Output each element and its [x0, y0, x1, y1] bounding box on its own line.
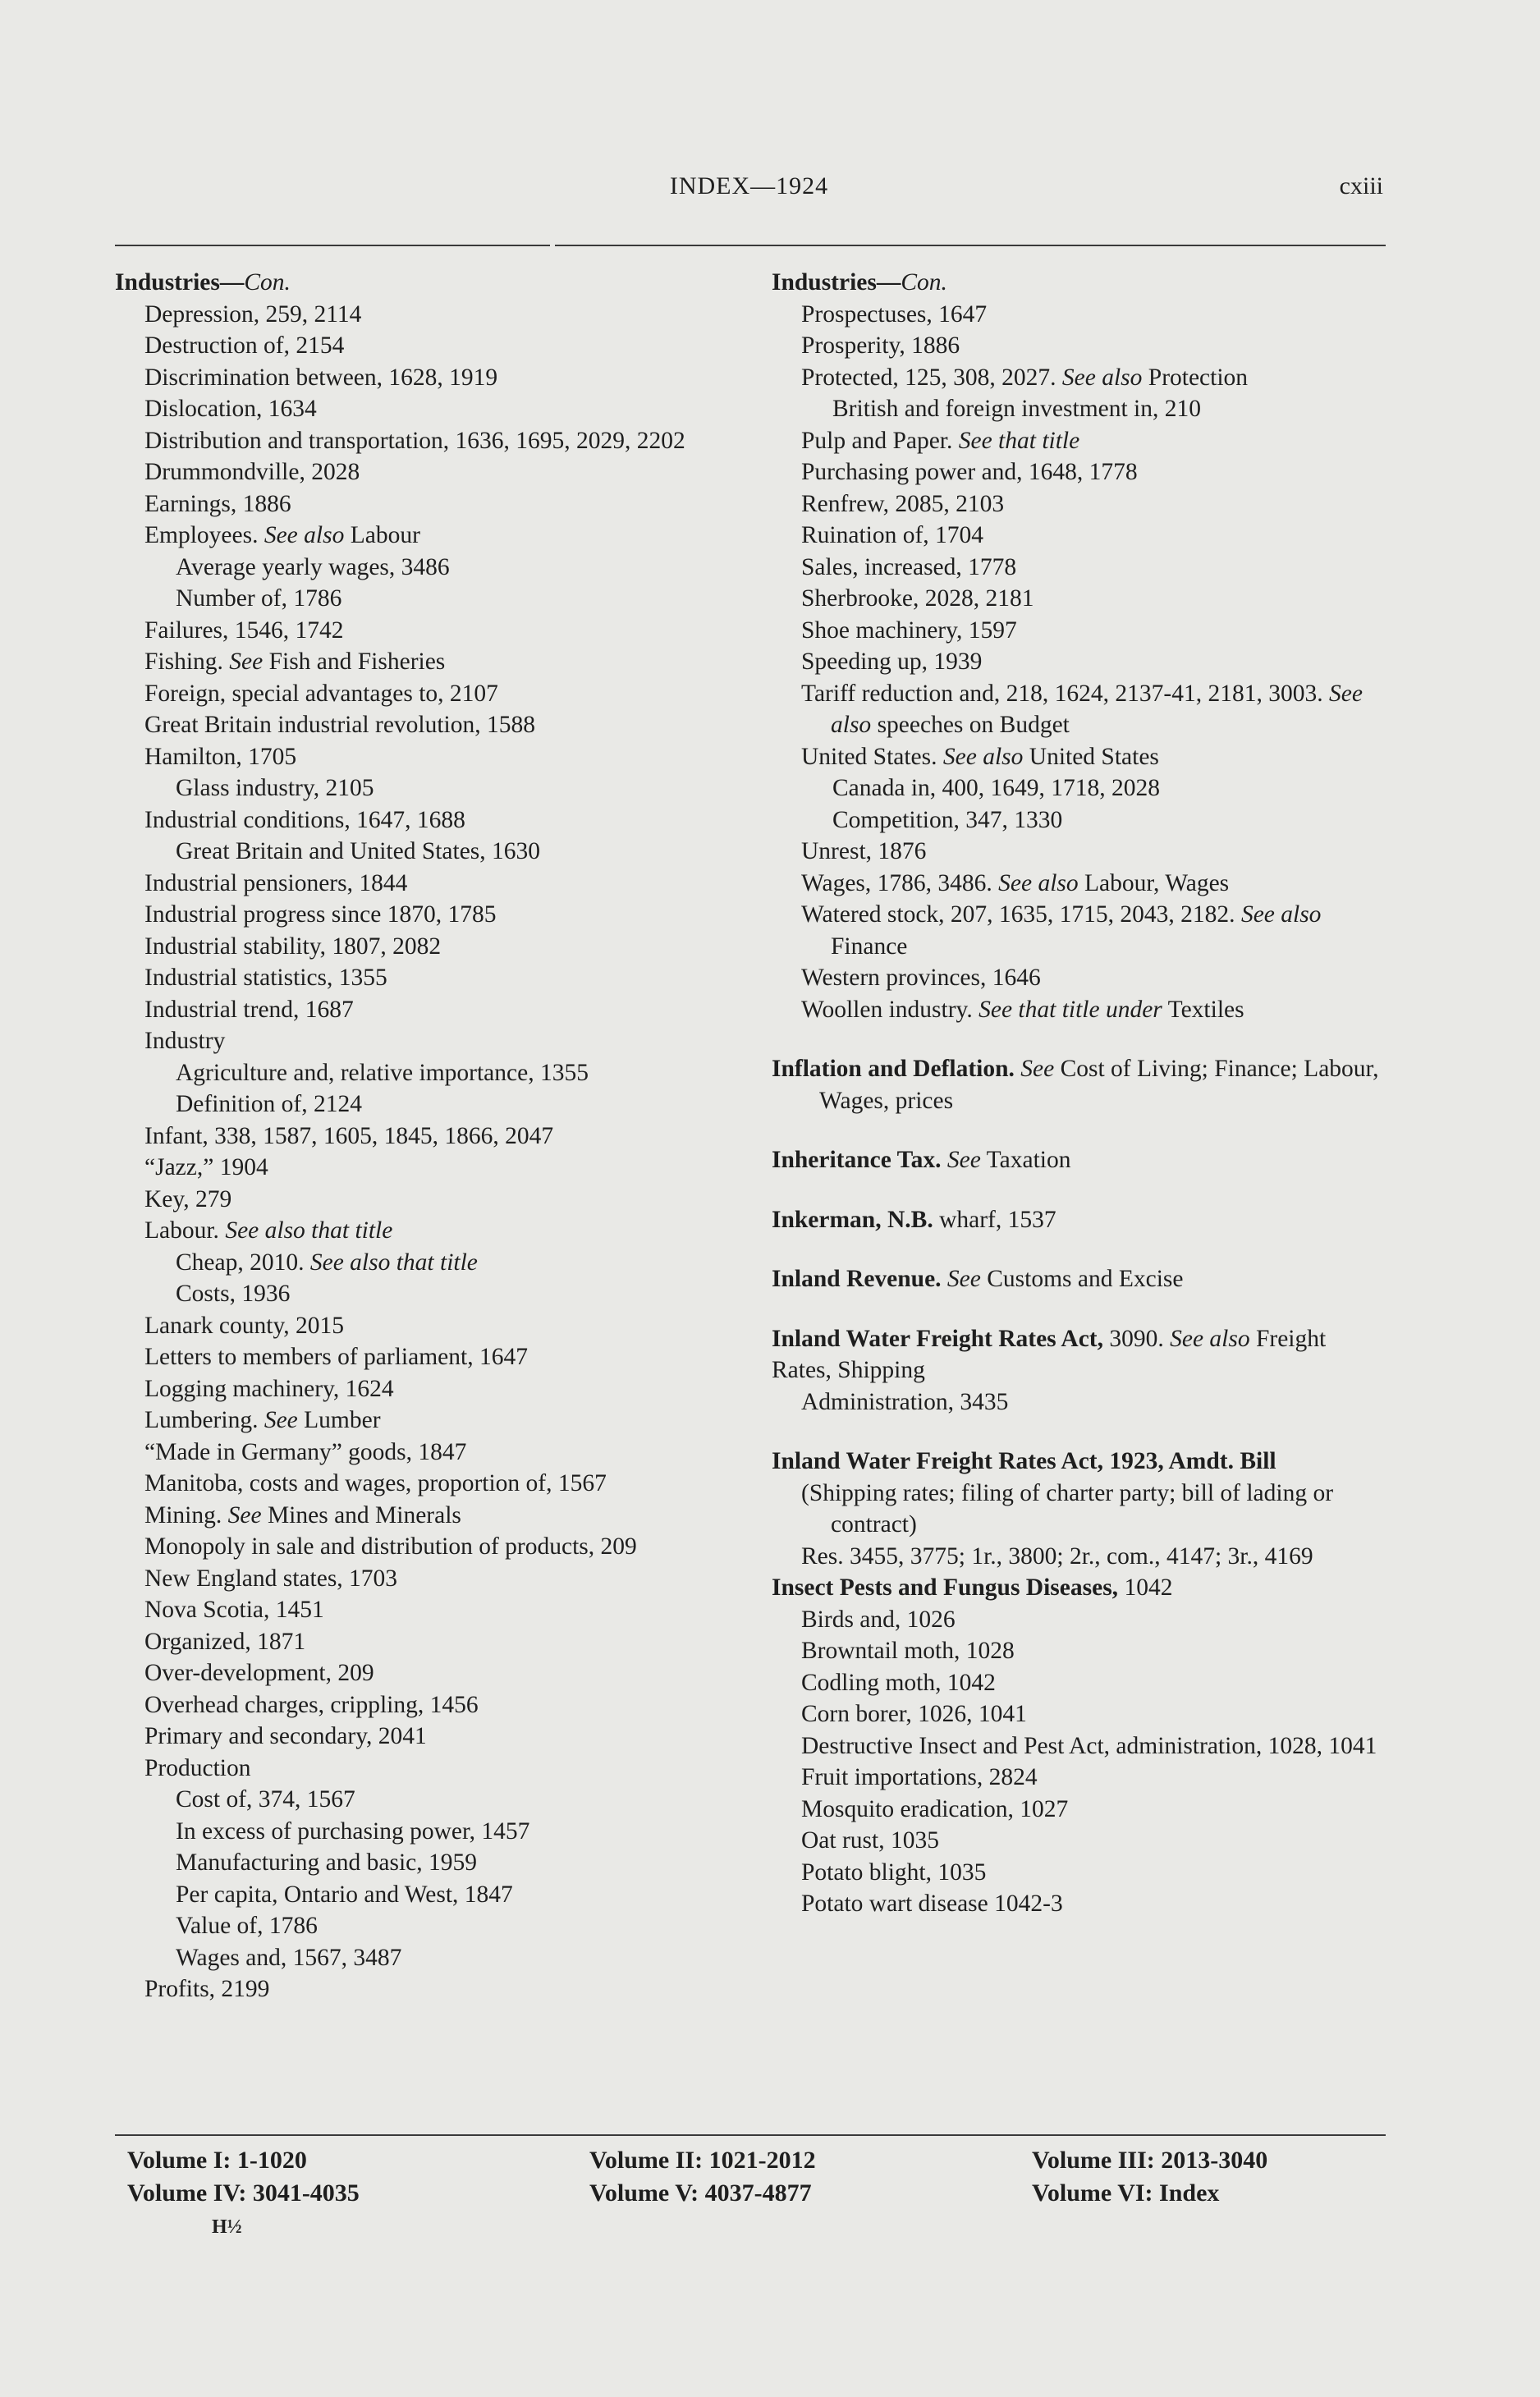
entry-text: Average yearly wages, 3486 — [176, 553, 450, 580]
index-entry — [772, 646, 1387, 678]
index-entry — [115, 931, 739, 963]
index-entry — [115, 1563, 739, 1595]
entry-text: Definition of, 2124 — [176, 1091, 362, 1117]
index-entry — [772, 804, 1387, 836]
entry-text: Corn borer, 1026, 1041 — [801, 1701, 1027, 1727]
entry-text: Production — [144, 1754, 251, 1781]
page-number: cxiii — [1339, 172, 1383, 199]
entry-text: See — [264, 1407, 298, 1433]
entry-text: Dislocation, 1634 — [144, 396, 317, 422]
entry-text: Key, 279 — [144, 1185, 232, 1212]
index-entry — [772, 1857, 1387, 1889]
index-entry — [772, 772, 1387, 804]
index-entry — [772, 456, 1387, 488]
index-entry — [115, 962, 739, 994]
index-entry — [115, 1910, 739, 1942]
index-heading — [772, 1263, 1387, 1295]
index-heading — [772, 1323, 1387, 1386]
index-entry — [115, 1215, 739, 1247]
index-entry — [115, 836, 739, 868]
entry-text: Labour, Wages — [1078, 869, 1230, 896]
entry-text: Protected, 125, 308, 2027. — [801, 364, 1062, 391]
entry-text: See also — [1061, 364, 1143, 391]
index-entry — [772, 1762, 1387, 1794]
entry-text: Industrial stability, 1807, 2082 — [144, 933, 442, 960]
entry-text: 3090. — [1102, 1325, 1171, 1352]
entry-text: Employees. — [144, 522, 264, 548]
entry-text: Renfrew, 2085, 2103 — [801, 490, 1005, 517]
index-entry — [772, 362, 1387, 394]
index-entry — [772, 583, 1387, 615]
entry-text: Letters to members of parliament, 1647 — [144, 1344, 528, 1370]
index-entry — [115, 1089, 739, 1121]
entry-text: Ruination of, 1704 — [801, 522, 984, 548]
entry-text: Unrest, 1876 — [801, 838, 927, 864]
index-entry — [115, 520, 739, 552]
entry-text: Industries — [115, 269, 220, 296]
index-entry — [115, 583, 739, 615]
index-entry — [115, 1468, 739, 1500]
volume-range: Volume VI: Index — [1032, 2179, 1220, 2207]
entry-text: Number of, 1786 — [176, 585, 342, 612]
index-entry — [772, 1604, 1387, 1636]
entry-text: Industries — [772, 269, 877, 296]
index-entry — [772, 615, 1387, 647]
entry-text: Lumbering. — [144, 1407, 264, 1433]
entry-text: See — [946, 1147, 981, 1173]
entry-text: Tariff reduction and, 218, 1624, 2137-41, 2181, 3003. — [801, 680, 1330, 707]
index-entry — [115, 552, 739, 584]
index-entry — [115, 804, 739, 836]
entry-text: See also — [831, 680, 1363, 738]
entry-text: Cost of Living; Finance; Labour, Wages, prices — [819, 1056, 1379, 1114]
index-entry — [115, 456, 739, 488]
entry-text: Labour — [344, 522, 420, 548]
index-entry — [772, 836, 1387, 868]
entry-text: Cost of, 374, 1567 — [176, 1786, 355, 1813]
index-entry — [772, 393, 1387, 425]
index-entry — [772, 1635, 1387, 1667]
entry-text: Foreign, special advantages to, 2107 — [144, 680, 498, 707]
index-entry — [772, 1698, 1387, 1730]
index-heading — [772, 1446, 1387, 1478]
entry-text: See also — [998, 869, 1079, 896]
index-heading — [772, 1053, 1387, 1116]
index-entry — [772, 1667, 1387, 1699]
entry-text: See — [229, 649, 264, 675]
entry-text: Fish and Fisheries — [263, 649, 446, 675]
entry-text: Primary and secondary, 2041 — [144, 1723, 427, 1749]
volume-range: Volume V: 4037-4877 — [589, 2179, 812, 2207]
index-entry — [772, 1730, 1387, 1762]
index-entry — [115, 1310, 739, 1342]
index-entry — [115, 1247, 739, 1279]
index-entry — [772, 552, 1387, 584]
top-rule-left — [115, 245, 550, 246]
index-entry — [772, 488, 1387, 520]
index-entry — [115, 1753, 739, 1785]
entry-text: Industrial trend, 1687 — [144, 996, 354, 1023]
entry-text: Over-development, 209 — [144, 1660, 374, 1686]
entry-text: United States. — [801, 743, 943, 770]
entry-text: Con. — [244, 269, 291, 296]
index-entry — [772, 962, 1387, 994]
index-entry — [115, 1184, 739, 1216]
index-entry — [115, 1657, 739, 1689]
entry-text: Prospectuses, 1647 — [801, 300, 988, 328]
entry-text: Customs and Excise — [980, 1266, 1184, 1292]
entry-text: Inland Water Freight Rates Act, — [772, 1325, 1103, 1352]
entry-text: Destruction of, 2154 — [144, 332, 345, 359]
entry-text: Monopoly in sale and distribution of products, 209 — [144, 1533, 637, 1560]
index-entry — [115, 1500, 739, 1532]
index-entry — [772, 299, 1387, 331]
entry-text: Shoe machinery, 1597 — [801, 616, 1017, 644]
entry-text: Western provinces, 1646 — [801, 965, 1041, 991]
entry-text: British and foreign investment in, 210 — [832, 396, 1201, 422]
index-entry — [772, 1386, 1387, 1418]
top-rule-right — [555, 245, 1386, 246]
entry-text: Drummondville, 2028 — [144, 459, 360, 485]
entry-text: wharf, 1537 — [933, 1206, 1056, 1233]
entry-text: (Shipping rates; filing of charter party; bill of lading or contract) — [801, 1479, 1334, 1538]
index-entry — [115, 1721, 739, 1753]
entry-text: Woollen industry. — [801, 996, 979, 1023]
entry-text: 1042 — [1118, 1574, 1173, 1601]
entry-text: See also — [1240, 901, 1322, 928]
entry-text: Profits, 2199 — [144, 1976, 270, 2002]
index-entry — [115, 1626, 739, 1658]
index-heading — [772, 1204, 1387, 1236]
index-entry — [115, 1689, 739, 1721]
entry-text: Mosquito eradication, 1027 — [801, 1795, 1069, 1822]
entry-text: Industrial statistics, 1355 — [144, 965, 387, 991]
entry-text: Glass industry, 2105 — [176, 775, 374, 801]
entry-text: Industrial conditions, 1647, 1688 — [144, 806, 465, 833]
entry-text: Potato blight, 1035 — [801, 1858, 987, 1886]
index-entry — [772, 330, 1387, 362]
entry-text: Fishing. — [144, 649, 230, 675]
entry-text: Textiles — [1162, 996, 1244, 1023]
volume-range: Volume II: 1021-2012 — [589, 2147, 816, 2174]
index-column-right — [772, 267, 1387, 1920]
entry-text: Industrial progress since 1870, 1785 — [144, 901, 497, 928]
index-entry — [115, 868, 739, 900]
entry-text: Purchasing power and, 1648, 1778 — [801, 459, 1138, 485]
entry-text: Industry — [144, 1028, 226, 1054]
entry-text: Overhead charges, crippling, 1456 — [144, 1691, 479, 1718]
entry-text: Per capita, Ontario and West, 1847 — [176, 1881, 513, 1908]
index-entry — [115, 615, 739, 647]
entry-text: New England states, 1703 — [144, 1565, 398, 1592]
entry-text: Administration, 3435 — [801, 1388, 1009, 1415]
index-entry — [772, 1478, 1387, 1541]
entry-text: See that title under — [979, 996, 1162, 1023]
entry-text: Sales, increased, 1778 — [801, 553, 1017, 580]
entry-text: Finance — [831, 933, 908, 960]
entry-text: Wages, 1786, 3486. — [801, 869, 999, 896]
entry-text: Birds and, 1026 — [801, 1606, 956, 1633]
index-entry — [115, 1025, 739, 1057]
entry-text: See that title — [958, 427, 1080, 454]
index-entry — [115, 1405, 739, 1437]
entry-text: Codling moth, 1042 — [801, 1669, 996, 1696]
index-entry — [115, 393, 739, 425]
entry-text: Canada in, 400, 1649, 1718, 2028 — [832, 775, 1161, 801]
entry-text: Earnings, 1886 — [144, 490, 291, 517]
index-heading — [772, 1144, 1387, 1176]
index-entry — [115, 1373, 739, 1405]
index-entry — [115, 1152, 739, 1184]
entry-text: Inland Water Freight Rates Act, 1923, Amdt. Bill — [772, 1448, 1276, 1474]
index-entry — [772, 1794, 1387, 1826]
entry-text: In excess of purchasing power, 1457 — [176, 1817, 530, 1845]
index-entry — [115, 299, 739, 331]
index-entry — [115, 1847, 739, 1879]
entry-text: Sherbrooke, 2028, 2181 — [801, 585, 1034, 612]
index-entry — [115, 1594, 739, 1626]
page-title: INDEX—1924 — [669, 172, 829, 199]
index-entry — [772, 994, 1387, 1026]
entry-text: Industrial pensioners, 1844 — [144, 869, 408, 896]
entry-text: Agriculture and, relative importance, 1355 — [176, 1059, 589, 1086]
entry-text: United States — [1023, 743, 1159, 770]
entry-text: See — [227, 1501, 262, 1528]
index-heading — [772, 267, 1387, 299]
index-entry — [115, 646, 739, 678]
entry-text: “Made in Germany” goods, 1847 — [144, 1438, 467, 1465]
index-entry — [115, 330, 739, 362]
entry-text: Distribution and transportation, 1636, 1695, 2029, 2202 — [144, 427, 685, 454]
index-entry — [115, 1437, 739, 1469]
entry-text — [942, 1147, 947, 1173]
entry-text: See also that title — [225, 1217, 393, 1244]
entry-text: Discrimination between, 1628, 1919 — [144, 364, 498, 391]
index-entry — [772, 1541, 1387, 1573]
index-entry — [115, 425, 739, 457]
entry-text: Insect Pests and Fungus Diseases, — [772, 1574, 1119, 1601]
entry-text: Inland Revenue. — [772, 1266, 942, 1292]
index-column-left — [115, 267, 739, 2005]
entry-text: Mines and Minerals — [261, 1501, 461, 1528]
index-heading — [772, 1572, 1387, 1604]
entry-text: Destructive Insect and Pest Act, administration, 1028, 1041 — [801, 1732, 1377, 1759]
index-entry — [115, 994, 739, 1026]
entry-text: Speeding up, 1939 — [801, 649, 983, 675]
index-entry — [772, 741, 1387, 773]
index-entry — [115, 1879, 739, 1911]
entry-text: See — [946, 1266, 981, 1292]
entry-text: Watered stock, 207, 1635, 1715, 2043, 2182. — [801, 901, 1241, 928]
index-entry — [772, 868, 1387, 900]
index-entry — [772, 1825, 1387, 1857]
entry-text: Wages and, 1567, 3487 — [176, 1944, 402, 1971]
bottom-rule — [115, 2134, 1386, 2136]
entry-text: Con. — [901, 269, 947, 296]
entry-text: See also — [264, 522, 345, 548]
entry-text: Hamilton, 1705 — [144, 743, 297, 770]
entry-text: Prosperity, 1886 — [801, 332, 960, 359]
entry-text — [942, 1266, 947, 1292]
index-entry — [115, 362, 739, 394]
entry-text: Inkerman, N.B. — [772, 1206, 933, 1233]
entry-text: Browntail moth, 1028 — [801, 1638, 1015, 1664]
entry-text: Manufacturing and basic, 1959 — [176, 1849, 478, 1876]
entry-text: Mining. — [144, 1501, 228, 1528]
entry-text: — — [219, 269, 245, 296]
entry-text: Fruit importations, 2824 — [801, 1764, 1038, 1790]
index-entry — [115, 1816, 739, 1848]
entry-text: Manitoba, costs and wages, proportion of, 1567 — [144, 1470, 607, 1496]
entry-text: Res. 3455, 3775; 1r., 3800; 2r., com., 4147; 3r., 4169 — [801, 1542, 1313, 1570]
index-entry — [772, 899, 1387, 962]
index-entry — [115, 1057, 739, 1089]
entry-text: Depression, 259, 2114 — [144, 300, 362, 328]
index-entry — [115, 741, 739, 773]
entry-text: Inheritance Tax. — [772, 1147, 942, 1173]
entry-text: Competition, 347, 1330 — [832, 806, 1063, 833]
entry-text: Logging machinery, 1624 — [144, 1375, 394, 1402]
entry-text: Costs, 1936 — [176, 1281, 291, 1307]
entry-text: Organized, 1871 — [144, 1628, 306, 1655]
entry-text: Potato wart disease 1042-3 — [801, 1891, 1063, 1917]
entry-text: See also — [942, 743, 1024, 770]
entry-text: Oat rust, 1035 — [801, 1827, 939, 1854]
entry-text: Failures, 1546, 1742 — [144, 616, 344, 644]
index-entry — [115, 772, 739, 804]
volume-range: Volume IV: 3041-4035 — [127, 2179, 360, 2207]
entry-text: Great Britain and United States, 1630 — [176, 838, 541, 864]
index-entry — [115, 1784, 739, 1816]
index-entry — [772, 1888, 1387, 1920]
index-entry — [115, 1121, 739, 1153]
index-entry — [115, 1942, 739, 1974]
entry-text: See also that title — [309, 1249, 478, 1276]
page-header — [115, 172, 1383, 213]
index-entry — [115, 1531, 739, 1563]
index-entry — [115, 1278, 739, 1310]
index-entry — [772, 678, 1387, 741]
index-entry — [772, 520, 1387, 552]
entry-text: Taxation — [980, 1147, 1071, 1173]
index-entry — [115, 1973, 739, 2005]
entry-text: See — [1020, 1056, 1055, 1082]
signature-mark: H½ — [212, 2216, 242, 2238]
entry-text: Cheap, 2010. — [176, 1249, 310, 1276]
volume-range: Volume I: 1-1020 — [127, 2147, 307, 2174]
entry-text: Labour. — [144, 1217, 226, 1244]
index-entry — [115, 678, 739, 710]
entry-text: Infant, 338, 1587, 1605, 1845, 1866, 2047 — [144, 1122, 554, 1149]
index-heading — [115, 267, 739, 299]
index-entry — [115, 899, 739, 931]
entry-text: Value of, 1786 — [176, 1913, 318, 1939]
index-entry — [115, 488, 739, 520]
entry-text: “Jazz,” 1904 — [144, 1154, 268, 1180]
entry-text: speeches on Budget — [871, 712, 1070, 738]
entry-text: Lumber — [297, 1407, 381, 1433]
index-entry — [115, 1341, 739, 1373]
entry-text: Nova Scotia, 1451 — [144, 1597, 324, 1623]
entry-text: Pulp and Paper. — [801, 427, 959, 454]
entry-text: See also — [1170, 1325, 1250, 1352]
entry-text: Great Britain industrial revolution, 1588 — [144, 712, 536, 738]
entry-text: Inflation and Deflation. — [772, 1056, 1015, 1082]
index-entry — [772, 425, 1387, 457]
entry-text: Protection — [1142, 364, 1249, 391]
entry-text: Freight Rates, Shipping — [772, 1325, 1327, 1383]
volume-range: Volume III: 2013-3040 — [1032, 2147, 1268, 2174]
entry-text: Lanark county, 2015 — [144, 1312, 345, 1339]
index-entry — [115, 709, 739, 741]
entry-text: — — [876, 269, 901, 296]
